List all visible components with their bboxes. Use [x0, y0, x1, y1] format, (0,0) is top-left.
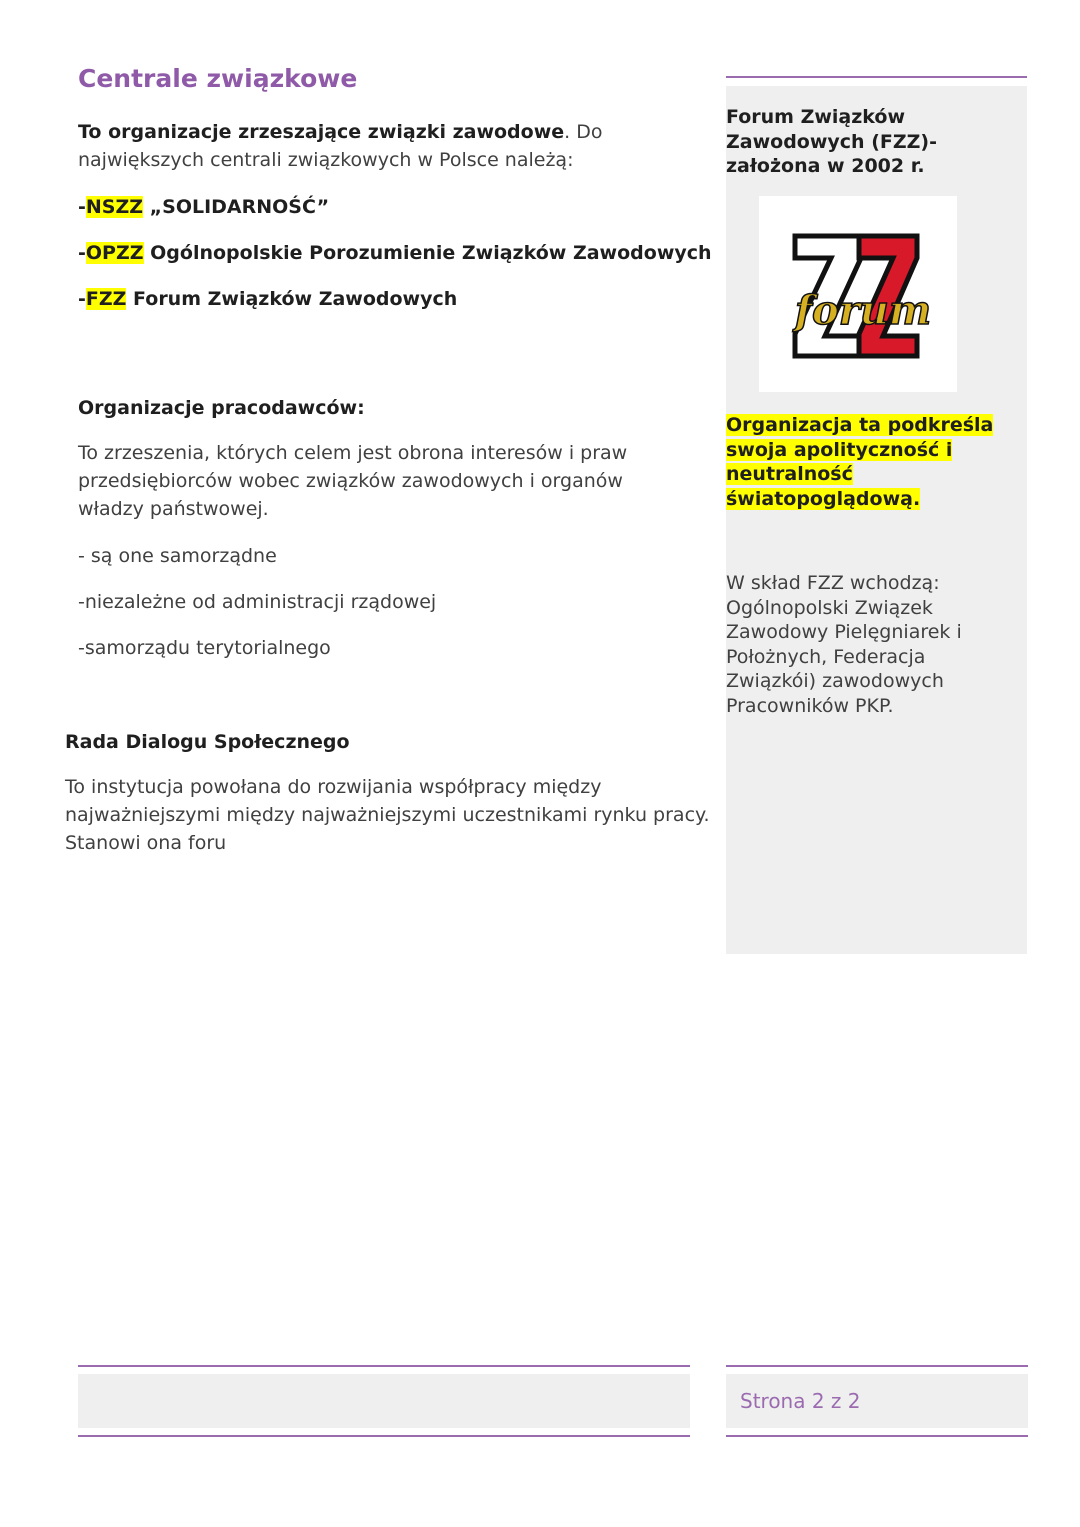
employers-heading: Organizacje pracodawców:	[78, 397, 365, 419]
union-prefix: -	[78, 196, 86, 218]
page-number: Strona 2 z 2	[740, 1389, 861, 1413]
footer-left-bottom-divider	[78, 1435, 690, 1437]
fzz-logo-text: forum	[794, 287, 932, 334]
intro-rest-text: . Do największych centrali związkowych w Polsce należą:	[78, 121, 603, 171]
union-abbr-fzz: FZZ	[85, 288, 127, 310]
footer-left-top-divider	[78, 1365, 690, 1367]
footer-right-top-divider	[726, 1365, 1028, 1367]
employers-bullet-3: -samorządu terytorialnego	[78, 637, 331, 659]
intro-paragraph	[78, 118, 703, 174]
sidebar-highlight-paragraph	[726, 413, 1021, 511]
sidebar-title: Forum Związków Zawodowych (FZZ)- założona w 2002 r.	[726, 106, 937, 177]
union-name-opzz: Ogólnopolskie Porozumienie Związków Zawodowych	[143, 242, 712, 264]
union-name-nszz: „SOLIDARNOŚĆ”	[143, 196, 330, 218]
council-heading: Rada Dialogu Społecznego	[65, 731, 350, 753]
employers-paragraph: To zrzeszenia, których celem jest obrona interesów i praw przedsiębiorców wobec związków zawodowych i organów władzy państwowej.	[78, 442, 628, 520]
intro-bold-text: To organizacje zrzeszające związki zawodowe	[78, 121, 565, 143]
union-name-fzz: Forum Związków Zawodowych	[126, 288, 458, 310]
sidebar-members-paragraph: W skład FZZ wchodzą: Ogólnopolski Związek Zawodowy Pielęgniarek i Położnych, Federacja Związkói) zawodowych Pracowników PKP.	[726, 572, 962, 717]
union-item-opzz	[78, 239, 712, 267]
council-paragraph: To instytucja powołana do rozwijania współpracy między najważniejszymi między najważniejszymi uczestnikami rynku pracy. Stanowi ona foru	[65, 776, 710, 854]
footer-left-box	[78, 1374, 690, 1428]
page-heading: Centrale związkowe	[78, 64, 358, 93]
footer-right-bottom-divider	[726, 1435, 1028, 1437]
employers-bullet-1: - są one samorządne	[78, 545, 277, 567]
fzz-logo	[759, 196, 957, 392]
employers-bullet-2: -niezależne od administracji rządowej	[78, 591, 437, 613]
sidebar-highlight-text: Organizacja ta podkreśla swoja apolityczność i neutralność światopoglądową.	[726, 414, 994, 510]
union-item-fzz	[78, 285, 457, 313]
union-prefix: -	[78, 242, 86, 264]
union-abbr-nszz: NSZZ	[85, 196, 144, 218]
union-item-nszz	[78, 193, 329, 221]
union-abbr-opzz: OPZZ	[85, 242, 144, 264]
fzz-logo-graphic	[759, 196, 957, 392]
sidebar-top-divider	[726, 76, 1027, 78]
union-prefix: -	[78, 288, 86, 310]
